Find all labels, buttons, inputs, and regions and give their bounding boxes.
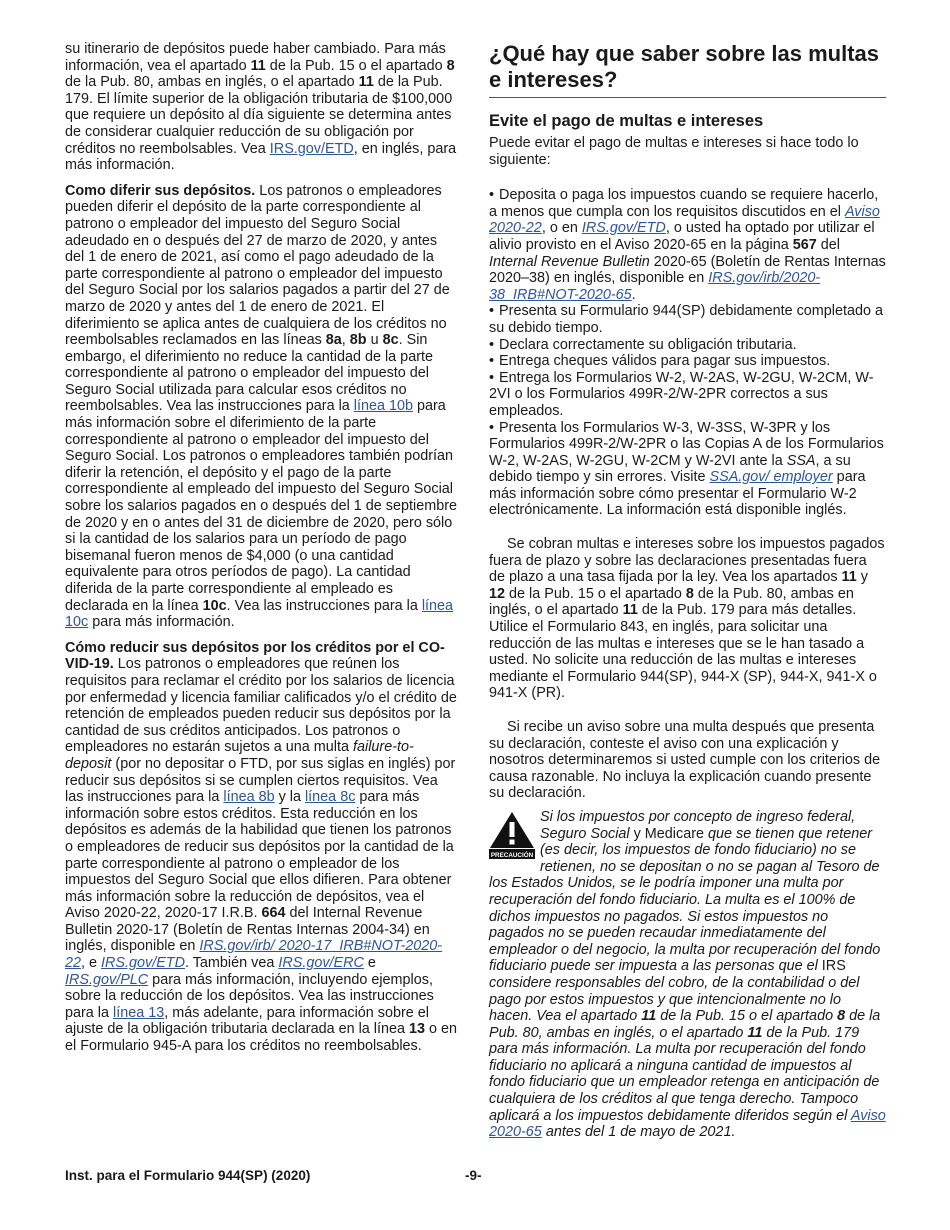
intro-paragraph: Puede evitar el pago de multas e intereses si hace todo lo siguiente: [489, 135, 859, 168]
left-column [65, 41, 460, 1055]
page-number: -9- [465, 1168, 482, 1183]
reduce-heading: Cómo reducir sus depósitos por los créditos por el CO-VID-19. [65, 639, 445, 673]
page-footer [65, 1168, 886, 1183]
section-subtitle: Evite el pago de multas e intereses [489, 112, 764, 130]
left-paragraph-defer: Como diferir sus depósitos. Los patronos o empleadores pueden diferir el depósito de la parte correspondiente al patrono o empleador del impuesto del Seguro Social adeudado en o después del 27 de marzo de 2020, y antes del 1 de enero de 2021, así como el pago adeudado de la parte correspondiente al patrono o empleador del impuesto del Seguro Social por los salarios pagados a partir del 27 de marzo de 2020 y antes del 1 de enero de 2021. El diferimiento se aplica antes de cualquiera de los créditos no reembolsables reclamados en las líneas 8a, 8b u 8c. Sin embargo, el diferimiento no reduce la cantidad de la parte correspondiente al patrono o empleador del impuesto del Seguro Social utilizada para calcular esos créditos no reembolsables. Vea las instrucciones para la línea 10b para más información sobre el diferimiento de la parte correspondiente al patrono o empleador del impuesto del Seguro Social. Los patronos o empleadores también podrían diferir la retención, el depósito y el pago de la parte correspondiente al empleado del impuesto del Seguro Social sobre los salarios pagados en o después del 1 de septiembre de 2020 y en o antes del 31 de diciembre de 2020, pero sólo si la cantidad de los salarios para un período de pago bisemanal fueron menos de $4,000 (o una cantidad equivalente para otros períodos de pago). La cantidad diferida de la parte correspondiente al empleado es declarada en la línea 10c. Vea las instrucciones para la línea 10c para más información. [65, 182, 457, 631]
irs-plc-link[interactable]: IRS.gov/PLC [65, 971, 149, 988]
irs-etd-link-3[interactable]: IRS.gov/ETD [581, 220, 666, 237]
bullet-item-3: • Declara correctamente su obligación tributaria. [489, 337, 886, 354]
caution-text: Si los impuestos por concepto de ingreso federal, Seguro Social y Medicare que se tienen que retener (es decir, los impuestos de fondo fiduciario) no se retienen, no se depositan o no se pagan al Tesoro de los Estados Unidos, se le podría imponer una multa por recuperación del fondo fiduciario. La multa es el 100% de dichos impuestos no pagados. Si estos impuestos no pagados no se pueden recaudar inmediatamente del empleador o del negocio, la multa por recuperación del fondo fiduciario puede ser impuesta a las personas que el IRS considere responsables del cobro, de la contabilidad o del pago por estos impuestos y que intencionalmente no lo hacen. Vea el apartado 11 de la Pub. 15 o el apartado 8 de la Pub. 80, ambas en inglés, o el apartado 11 de la Pub. 179 para más información. La multa por recuperación del fondo fiduciario no aplicará a ninguna cantidad de impuestos al fondo fiduciario que un empleador retenga en anticipación de cualquiera de los créditos al que tenga derecho. Tampoco aplicará a los impuestos debidamente diferidos según el Aviso 2020-65 antes del 1 de mayo de 2021. [489, 808, 886, 1141]
notice-paragraph: Si recibe un aviso sobre una multa después que presenta su declaración, conteste el aviso con una explicación y nosotros determinaremos si usted cumple con los criterios de causa razonable. No incluya la explicación cuando presente su declaración. [489, 719, 881, 802]
aviso-2020-65-link[interactable]: Aviso 2020-65 [489, 1107, 886, 1141]
line-8c-link[interactable]: línea 8c [304, 789, 356, 806]
irs-erc-link[interactable]: IRS.gov/ERC [278, 955, 364, 972]
defer-heading: Como diferir sus depósitos. [65, 182, 256, 199]
caution-icon-label: PRECAUCIÓN [490, 851, 534, 859]
aviso-2020-22-link[interactable]: Aviso 2020-22 [489, 203, 880, 237]
caution-icon [489, 811, 535, 859]
right-column [489, 41, 886, 1141]
bullet-item-6: • Presenta los Formularios W-3, W-3SS, W-3PR y los Formularios 499R-2/W-2PR o las Copias A de los Formularios W-2, W-2AS, W-2GU, W-2CM y W-2VI ante la SSA, a su debido tiempo y sin errores. Visite SSA.gov/ employer para más información sobre cómo presentar el Formulario W-2 electrónicamente. La información está disponible inglés. [489, 420, 886, 520]
bullet-item-4: • Entrega cheques válidos para pagar sus impuestos. [489, 353, 886, 370]
caution-box [489, 809, 886, 1141]
bullet-list [489, 187, 886, 519]
footer-form-title: Inst. para el Formulario 944(SP) (2020) [65, 1168, 311, 1183]
section-title: ¿Qué hay que saber sobre las multas e intereses? [489, 41, 886, 98]
left-paragraph-reduce: Cómo reducir sus depósitos por los créditos por el CO-VID-19. Los patronos o empleadores que reúnen los requisitos para reclamar el crédito por los salarios de licencia por enfermedad y licencia familiar calificados y/o el crédito de retención de empleados pueden reducir sus depósitos por la cantidad de sus créditos anticipados. Los patronos o empleadores no estarán sujetos a una multa failure-to-deposit (por no depositar o FTD, por sus siglas en inglés) por reducir sus depósitos si se cumplen ciertos requisitos. Vea las instrucciones para la línea 8b y la línea 8c para más información sobre estos créditos. Esta reducción en los depósitos es además de la habilidad que tienen los patronos o empleadores de reducir sus depósitos por la cantidad de la parte correspondiente al patrono o empleador de los impuestos del Seguro Social que ellos difieren. Para obtener más información sobre la reducción de depósitos, vea el Aviso 2020-22, 2020-17 I.R.B. 664 del Internal Revenue Bulletin 2020-17 (Boletín de Rentas Internas 2004-34) en inglés, disponible en IRS.gov/irb/ 2020-17_IRB#NOT-2020-22, e IRS.gov/ETD. También vea IRS.gov/ERC e IRS.gov/PLC para más información, incluyendo ejemplos, sobre la reducción de los depósitos. Vea las instrucciones para la línea 13, más adelante, para información sobre el ajuste de la obligación tributaria declarada en la línea 13 o en el Formulario 945-A para los créditos no reembolsables. [65, 639, 458, 1055]
line-8b-link[interactable]: línea 8b [223, 789, 275, 806]
left-paragraph-1: su itinerario de depósitos puede haber cambiado. Para más información, vea el apartado 11 de la Pub. 15 o el apartado 8 de la Pub. 80, ambas en inglés, o el apartado 11 de la Pub. 179. El límite superior de la obligación tributaria de $100,000 que requiere un depósito al día siguiente se determina antes de considerar cualquier reducción de su obligación por créditos no reembolsables. Vea IRS.gov/ETD, en inglés, para más información. [65, 41, 457, 174]
line-10c-link[interactable]: línea 10c [65, 597, 454, 631]
line-10b-link[interactable]: línea 10b [353, 398, 413, 415]
irs-etd-link-2[interactable]: IRS.gov/ETD [101, 955, 185, 972]
bullet-item-1: • Deposita o paga los impuestos cuando se requiere hacerlo, a menos que cumpla con los requisitos discutidos en el Aviso 2020-22, o en IRS.gov/ETD, o usted ha optado por utilizar el alivio provisto en el Aviso 2020-65 en la página 567 del Internal Revenue Bulletin 2020-65 (Boletín de Rentas Internas 2020–38) en inglés, disponible en IRS.gov/irb/2020-38_IRB#NOT-2020-65. [489, 187, 886, 303]
irs-irb-2020-38-link[interactable]: IRS.gov/irb/2020-38_IRB#NOT-2020-65 [489, 270, 821, 303]
penalties-paragraph: Se cobran multas e intereses sobre los impuestos pagados fuera de plazo y sobre las declaraciones presentadas fuera de plazo a una tasa fijada por la ley. Vea los apartados 11 y 12 de la Pub. 15 o el apartado 8 de la Pub. 80, ambas en inglés, o el apartado 11 de la Pub. 179 para más detalles. Utilice el Formulario 843, en inglés, para solicitar una reducción de las multas e intereses que se le han tasado a usted. No solicite una reducción de las multas e intereses mediante el Formulario 944(SP), 944-X (SP), 944-X, 941-X o 941-X (PR). [489, 536, 885, 702]
bullet-item-5: • Entrega los Formularios W-2, W-2AS, W-2GU, W-2CM, W-2VI o los Formularios 499R-2/W-2PR correctos a sus empleados. [489, 370, 886, 420]
irs-irb-2020-17-link[interactable]: IRS.gov/irb/ 2020-17_IRB#NOT-2020-22 [65, 938, 443, 972]
irs-etd-link[interactable]: IRS.gov/ETD [269, 140, 354, 157]
ssa-employer-link[interactable]: SSA.gov/ employer [709, 469, 833, 486]
bullet-item-2: • Presenta su Formulario 944(SP) debidamente completado a su debido tiempo. [489, 303, 886, 336]
line-13-link[interactable]: línea 13 [113, 1004, 165, 1021]
